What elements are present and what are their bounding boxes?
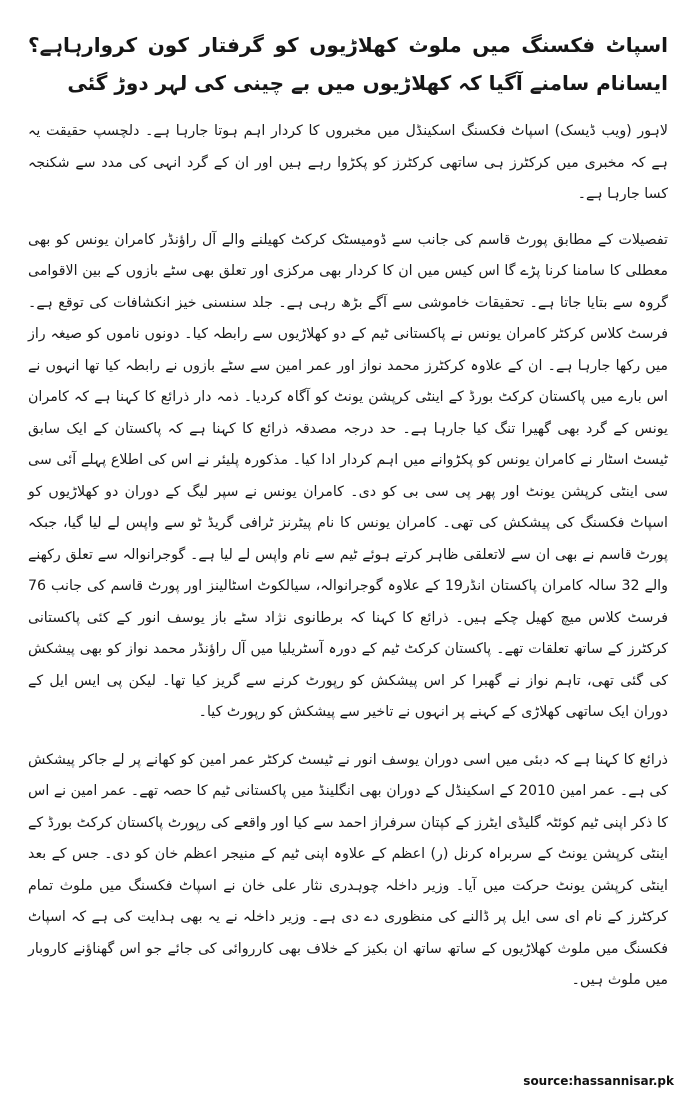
article-headline: اسپاٹ فکسنگ میں ملوث کھلاڑیوں کو گرفتار کون کروارہاہے؟ ایسانام سامنے آگیا کہ کھلاڑیوں میں بے چینی کی لہر دوڑ گئی <box>28 33 668 95</box>
article-paragraph-intro: لاہور (ویب ڈیسک) اسپاٹ فکسنگ اسکینڈل میں مخبروں کا کردار اہم ہوتا جارہا ہے۔ دلچسپ حقیقت یہ ہے کہ مخبری میں کرکٹرز ہی ساتھی کرکٹرز کو پکڑوا رہے ہیں اور ان کے گرد انہی کی مدد سے شکنجہ کسا جارہا ہے۔ <box>28 123 668 202</box>
article-paragraph-details: تفصیلات کے مطابق پورٹ قاسم کی جانب سے ڈومیسٹک کرکٹ کھیلنے والے آل راؤنڈر کامران یونس کو بھی معطلی کا سامنا کرنا پڑے گا اس کیس میں ان کا کردار بھی مرکزی اور تعلق بھی سٹے بازوں کے بین الاقوامی گروہ سے بتایا جاتا ہے۔ تحقیقات خاموشی سے آگے بڑھ رہی ہے۔ جلد سنسنی خیز انکشافات کی توقع ہے۔ فرسٹ کلاس کرکٹر کامران یونس نے پاکستانی ٹیم کے دو کھلاڑیوں سے رابطہ کیا۔ دونوں ناموں کو صیغہ راز میں رکھا جارہا ہے۔ ان کے علاوہ کرکٹرز محمد نواز اور عمر امین سے سٹے بازوں نے رابطہ کیا تھا انہوں نے اس بارے میں پاکستان کرکٹ بورڈ کے اینٹی کرپشن یونٹ کو آگاہ کردیا۔ ذمہ دار ذرائع کا کہنا ہے کہ کامران یونس کے گرد بھی گھیرا تنگ کیا جارہا ہے۔ حد درجہ مصدقہ ذرائع کا کہنا ہے کہ پاکستان کے ایک سابق ٹیسٹ اسٹار نے کامران یونس کو پکڑوانے میں اہم کردار ادا کیا۔ مذکورہ پلیئر نے اس کی اطلاع پہلے آئی سی سی اینٹی کرپشن یونٹ اور پھر پی سی بی کو دی۔ کامران یونس نے سپر لیگ کے دوران دو کھلاڑیوں کو اسپاٹ فکسنگ کی پیشکش کی تھی۔ کامران یونس کا نام پیٹرنز ٹرافی گریڈ ٹو سے واپس لے لیا گیا، جبکہ پورٹ قاسم نے بھی ان سے لاتعلقی ظاہر کرتے ہوئے ٹیم سے نام واپس لے لیا ہے۔ گوجرانوالہ سے تعلق رکھنے والے 32 سالہ کامران پاکستان انڈر19 کے علاوہ گوجرانوالہ، سیالکوٹ اسٹالینز اور پورٹ قاسم کی جانب 76 فرسٹ کلاس میچ کھیل چکے ہیں۔ ذرائع کا کہنا کہ برطانوی نژاد سٹے باز یوسف انور کے کئی پاکستانی کرکٹرز کے ساتھ تعلقات تھے۔ پاکستان کرکٹ ٹیم کے دورہ آسٹریلیا میں آل راؤنڈر محمد نواز کو بھی پیشکش کی گئی تھی، تاہم نواز نے گھبرا کر اس پیشکش کو رپورٹ کرنے سے گریز کیا تھا۔ لیکن پی ایس ایل کے دوران ایک ساتھی کھلاڑی کے کہنے پر انہوں نے تاخیر سے پیشکش کو رپورٹ کیا۔ <box>28 231 668 720</box>
article-paragraph-sources: ذرائع کا کہنا ہے کہ دبئی میں اسی دوران یوسف انور نے ٹیسٹ کرکٹر عمر امین کو کھانے پر لے جاکر پیشکش کی ہے۔ عمر امین 2010 کے اسکینڈل کے دوران بھی انگلینڈ میں پاکستانی ٹیم کا حصہ تھے۔ عمر امین نے اس کا ذکر اپنی ٹیم کوئٹہ گلیڈی ایٹرز کے کپتان سرفراز احمد سے کیا اور واقعے کی رپورٹ پاکستان کرکٹ بورڈ کے اینٹی کرپشن یونٹ کے سربراہ کرنل (ر) اعظم کے علاوہ اپنی ٹیم کے منیجر اعظم خان کو دی۔ جس کے بعد اینٹی کرپشن یونٹ حرکت میں آیا۔ وزیر داخلہ چوہدری نثار علی خان نے اسپاٹ فکسنگ میں ملوث تمام کرکٹرز کے نام ای سی ایل پر ڈالنے کی منظوری دے دی ہے۔ وزیر داخلہ نے یہ بھی ہدایت کی ہے کہ اسپاٹ فکسنگ میں ملوث کھلاڑیوں کے ساتھ ساتھ ان بکیز کے خلاف بھی کارروائی کی جائے جو اس گھناؤنے کاروبار میں ملوث ہیں۔ <box>28 751 668 988</box>
source-credit: source:hassannisar.pk <box>523 1074 674 1088</box>
